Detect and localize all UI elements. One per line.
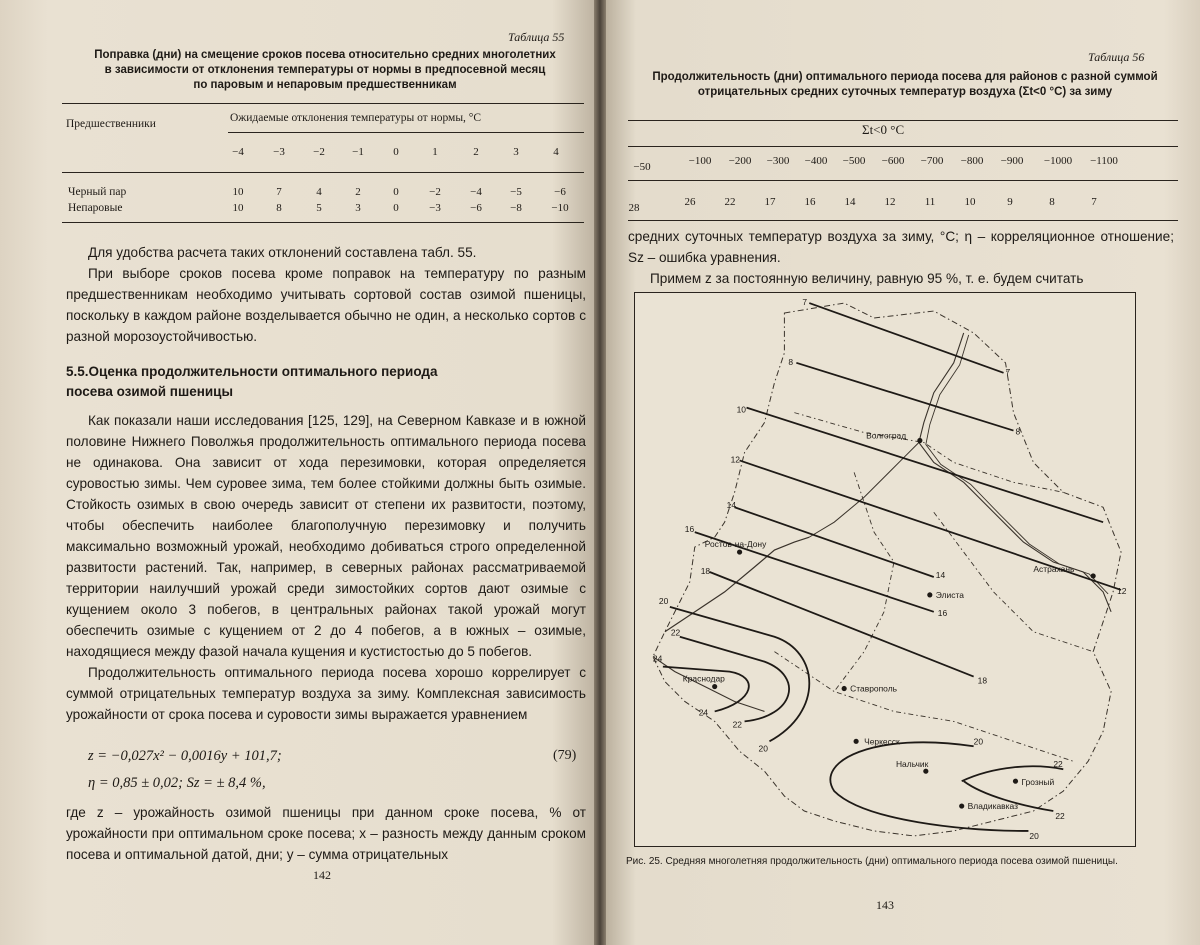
city-label: Владикавказ — [967, 801, 1019, 812]
table-cell: 4 — [316, 186, 322, 198]
city-marker — [712, 684, 717, 689]
table-56-column-header: Σt<0 °C — [862, 122, 905, 137]
table-cell: 2 — [355, 186, 361, 198]
table-cell: −4 — [470, 186, 482, 198]
city-label: Элиста — [935, 589, 964, 600]
city-marker — [959, 803, 964, 808]
sum-cell: −900 — [1000, 155, 1024, 167]
isoline-8 — [796, 363, 1013, 431]
table-56-caption-line: Продолжительность (дни) оптимального периода посева для районов с разной суммой — [652, 71, 1158, 83]
table-cell: 10 — [232, 186, 244, 198]
table-cell: 10 — [232, 202, 244, 214]
isoline-label: 20 — [758, 743, 768, 754]
isoline-label: 12 — [1117, 585, 1127, 596]
table-cell: 0 — [393, 202, 399, 214]
sum-cell: −50 — [633, 161, 651, 173]
city-marker — [923, 769, 928, 774]
table-cell: 8 — [276, 202, 282, 214]
city-marker — [1013, 779, 1018, 784]
isoline-label: 24 — [652, 653, 663, 664]
city-marker — [917, 438, 922, 443]
deviation-cell: 0 — [393, 146, 399, 158]
isoline-label: 22 — [1055, 811, 1065, 822]
table-cell: −8 — [510, 202, 522, 214]
day-cell: 8 — [1049, 196, 1055, 208]
deviation-cell: 2 — [473, 146, 479, 158]
day-cell: 28 — [628, 202, 640, 214]
deviation-cell: −4 — [232, 146, 244, 158]
table-cell: 7 — [276, 186, 282, 198]
page-number: 142 — [313, 868, 331, 882]
table-56-bottom-rule — [628, 220, 1178, 221]
formula-79: z = −0,027x² − 0,0016y + 101,7; — [88, 748, 282, 764]
city-label: Краснодар — [682, 673, 725, 684]
isoline-label: 7 — [802, 297, 808, 308]
isoline-label: 20 — [658, 595, 669, 606]
city-label: Черкесск — [864, 736, 900, 747]
sum-cell: −800 — [960, 155, 984, 167]
day-cell: 9 — [1007, 196, 1013, 208]
internal-border — [934, 512, 1093, 651]
sum-cell: −1000 — [1043, 155, 1073, 167]
table-55-caption-line: в зависимости от отклонения температуры от нормы в предпосевной месяц — [104, 64, 546, 76]
isoline-10 — [747, 408, 1104, 523]
sum-cell: −600 — [881, 155, 905, 167]
day-cell: 26 — [684, 196, 696, 208]
day-cell: 11 — [924, 196, 936, 208]
paragraph: где z – урожайность озимой пшеницы при данном сроке посева, % от урожайности при оптимальном сроке посева; x – разность между данным сроком посева и оптимальной датой, дни; y – сумма отрицательных — [66, 805, 586, 862]
table-56-number: Таблица 56 — [1088, 50, 1145, 64]
isoline-label: 14 — [935, 569, 946, 580]
table-55-header-left: Предшественники — [66, 118, 156, 130]
city-marker — [927, 592, 932, 597]
table-55-header-rule — [62, 172, 584, 173]
table-55-header-right: Ожидаемые отклонения температуры от нормы, °С — [230, 112, 482, 124]
city-marker — [854, 739, 859, 744]
day-cell: 22 — [724, 196, 736, 208]
table-cell: −6 — [554, 186, 566, 198]
paragraph: Как показали наши исследования [125, 129], на Северном Кавказе и в южной половине Нижнего Поволжья продолжительность оптимального периода посева не одинакова. Она зависит от хода перезимовки, которая определяется суровостью зимы. Чем суровее зима, тем более стойкими должны быть озимые. Стойкость озимых в свою очередь зависит от степени их развитости, поэтому, чтобы обеспечить наиболее благополучную перезимовку и получить максимально возможный урожай, необходимо добиваться строго определенной развитости растений. Так, например, в северных районах рассматриваемой территории наилучший урожай среди зимостойких сортов дают озимые с кущением около 3 побегов, в центральных районах такой урожай могут обеспечить озимые с кущением от 2 до 4 побегов, а в южных – озимые, находящиеся между фазой начала кущения и кустистостью до 5 побегов. — [66, 413, 586, 659]
table-55-top-rule — [62, 103, 584, 104]
isoline-label: 10 — [736, 404, 746, 415]
isoline-label: 18 — [977, 675, 988, 686]
table-cell: −5 — [510, 186, 522, 198]
isoline-label: 18 — [700, 565, 711, 576]
section-heading — [66, 362, 586, 402]
table-55-caption-line: по паровым и непаровым предшественникам — [193, 79, 457, 91]
row-label: Черный пар — [68, 186, 127, 198]
sum-cell: −500 — [842, 155, 866, 167]
isoline-label: 8 — [788, 356, 794, 367]
formula-stats: η = 0,85 ± 0,02; Sz = ± 8,4 %, — [88, 775, 266, 791]
day-cell: 14 — [844, 196, 856, 208]
day-cell: 7 — [1091, 196, 1097, 208]
isoline-label: 22 — [670, 627, 681, 638]
table-cell: 3 — [355, 202, 361, 214]
table-cell: −10 — [551, 202, 569, 214]
day-cell: 17 — [764, 196, 776, 208]
paragraph: средних суточных температур воздуха за зиму, °С; η – корреляционное отношение; Sz – ошибка уравнения. — [628, 229, 1174, 265]
city-label: Волгоград — [866, 430, 907, 441]
paragraph: Примем z за постоянную величину, равную 95 %, т. е. будем считать — [650, 271, 1084, 286]
map-canvas — [635, 293, 1135, 846]
deviation-cell: 4 — [553, 146, 559, 158]
isoline-label: 7 — [1005, 366, 1011, 377]
table-cell: −3 — [429, 202, 441, 214]
table-56-sub-rule — [628, 146, 1178, 147]
deviation-cell: 3 — [513, 146, 519, 158]
city-label: Грозный — [1021, 777, 1055, 788]
table-56-caption-line: отрицательных средних суточных температур воздуха (Σt<0 °C) за зиму — [697, 86, 1113, 98]
table-cell: −2 — [429, 186, 441, 198]
table-55-caption — [60, 48, 590, 93]
city-label: Ростов-на-Дону — [704, 539, 767, 550]
isoline-label: 20 — [1029, 830, 1039, 841]
sum-cell: −1100 — [1090, 155, 1118, 167]
table-55-caption-line: Поправка (дни) на смещение сроков посева относительно средних многолетних — [94, 49, 556, 61]
table-cell: 5 — [316, 202, 322, 214]
city-marker — [1091, 573, 1096, 578]
sum-cell: −400 — [804, 155, 828, 167]
day-cell: 10 — [964, 196, 976, 208]
isoline-18 — [710, 569, 974, 677]
isoline-map — [634, 292, 1136, 847]
coastline — [665, 537, 809, 632]
isoline-label: 16 — [684, 524, 695, 535]
paragraph: Продолжительность оптимального периода посева хорошо коррелирует с суммой отрицательных температур воздуха за зиму. Комплексная зависимость урожайности от срока посева и суровости зимы выражается уравнением — [66, 665, 586, 722]
table-55-bottom-rule — [62, 222, 584, 223]
sum-cell: −200 — [728, 155, 752, 167]
section-heading-line: посева озимой пшеницы — [66, 384, 233, 399]
deviation-cell: −3 — [273, 146, 285, 158]
sum-cell: −700 — [920, 155, 944, 167]
sum-cell: −300 — [766, 155, 790, 167]
paragraph: Для удобства расчета таких отклонений составлена табл. 55. — [88, 245, 477, 260]
isoline-label: 8 — [1015, 426, 1021, 437]
isoline-7 — [809, 303, 1003, 373]
isoline-label: 20 — [973, 736, 984, 747]
isoline-label: 22 — [1053, 759, 1063, 770]
table-56-top-rule — [628, 120, 1178, 121]
table-55-sub-rule — [228, 132, 584, 133]
isoline-label: 24 — [698, 707, 709, 718]
page-number: 143 — [876, 898, 894, 912]
paragraph: При выборе сроков посева кроме поправок на температуру по разным предшественникам необходимо учитывать сортовой состав озимой пшеницы, поскольку в каждом районе возделывается обычно не один, а несколько сортов с разной морозоустойчивостью. — [66, 266, 586, 344]
deviation-cell: −1 — [352, 146, 364, 158]
city-label: Нальчик — [895, 759, 929, 770]
deviation-cell: −2 — [313, 146, 325, 158]
deviation-cell: 1 — [432, 146, 438, 158]
row-label: Непаровые — [68, 202, 123, 214]
day-cell: 16 — [804, 196, 816, 208]
city-label: Астрахань — [1033, 563, 1075, 574]
city-marker — [737, 549, 742, 554]
internal-border — [774, 652, 1073, 762]
isoline-20-south — [830, 742, 1028, 831]
figure-caption: Рис. 25. Средняя многолетняя продолжительность (дни) оптимального периода посева озимой пшеницы. — [626, 856, 1118, 867]
isoline-label: 12 — [730, 454, 741, 465]
isoline-label: 22 — [732, 719, 743, 730]
table-cell: 0 — [393, 186, 399, 198]
day-cell: 12 — [884, 196, 896, 208]
table-56-caption — [630, 70, 1180, 100]
formula-number: (79) — [553, 748, 577, 763]
isoline-label: 16 — [937, 607, 948, 618]
sum-cell: −100 — [688, 155, 712, 167]
table-cell: −6 — [470, 202, 482, 214]
city-label: Ставрополь — [850, 683, 898, 694]
internal-border — [794, 413, 1063, 493]
table-55-number: Таблица 55 — [508, 30, 565, 44]
table-56-header-rule — [628, 180, 1178, 181]
city-marker — [842, 686, 847, 691]
book-gutter — [594, 0, 606, 945]
isoline-label: 14 — [726, 500, 737, 511]
section-heading-line: 5.5.Оценка продолжительности оптимального периода — [66, 364, 438, 379]
